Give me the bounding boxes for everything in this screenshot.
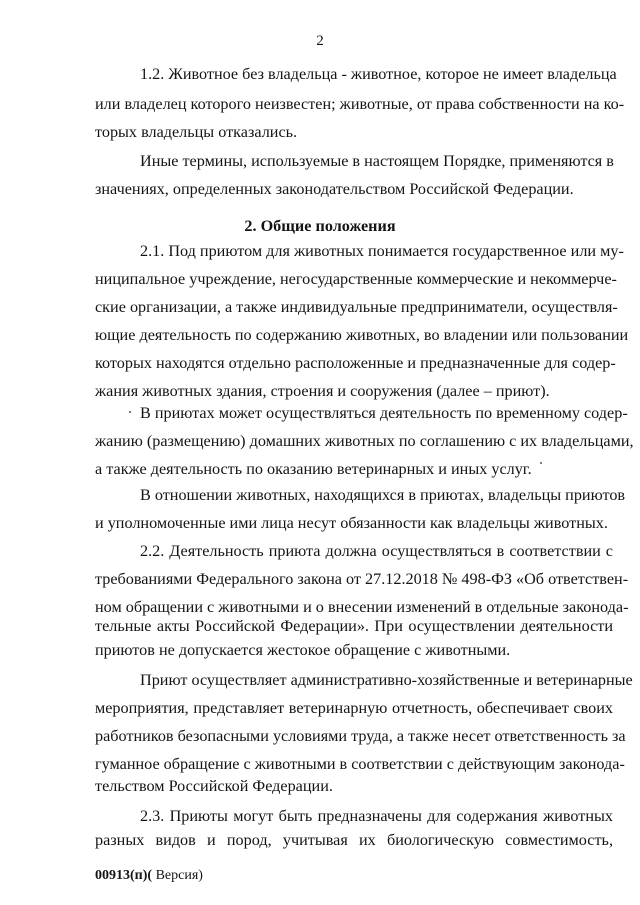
section-heading: 2. Общие положения — [244, 217, 396, 235]
paragraph-line: приютов не допускается жестокое обращение с животными. — [95, 641, 511, 659]
paragraph-line: значениях, определенных законодательством Российской Федерации. — [95, 180, 574, 198]
paragraph-line: разных видов и пород, учитывая их биологическую совместимость, — [95, 831, 613, 849]
paragraph-line: ниципальное учреждение, негосударственные коммерческие и некоммерче- — [95, 270, 617, 288]
document-version: Версия) — [152, 868, 203, 883]
paragraph-line: а также деятельность по оказанию ветеринарных и иных услуг. — [95, 460, 532, 478]
paragraph-line: или владелец которого неизвестен; животные, от права собственности на ко- — [95, 95, 625, 113]
paragraph-line: которых находятся отдельно расположенные и предназначенные для содер- — [95, 354, 616, 372]
paragraph-line: торых владельцы отказались. — [95, 123, 298, 141]
paragraph-line: Приют осуществляет административно-хозяйственные и ветеринарные — [140, 671, 633, 689]
paragraph-line: требованиями Федерального закона от 27.12.2018 № 498-ФЗ «Об ответствен- — [95, 570, 629, 588]
paragraph-line: мероприятия, представляет ветеринарную отчетность, обеспечивает своих — [95, 699, 613, 717]
scan-speck — [129, 411, 131, 413]
paragraph-line: Иные термины, используемые в настоящем Порядке, применяются в — [140, 152, 614, 170]
paragraph-line: жания животных здания, строения и сооружения (далее – приют). — [95, 382, 550, 400]
paragraph-line: тельством Российской Федерации. — [95, 777, 333, 795]
paragraph-line: 2.1. Под приютом для животных понимается государственное или му- — [140, 242, 624, 260]
paragraph-line: 2.2. Деятельность приюта должна осуществляться в соответствии с — [140, 542, 613, 560]
paragraph-line: гуманное обращение с животными в соответствии с действующим законода- — [95, 755, 625, 773]
document-footer — [95, 868, 203, 884]
page-number: 2 — [316, 33, 324, 49]
paragraph-line: жанию (размещению) домашних животных по соглашению с их владельцами, — [95, 432, 634, 450]
document-code: 00913(п)( — [95, 868, 153, 883]
paragraph-line: работников безопасными условиями труда, а также несет ответственность за — [95, 727, 626, 745]
paragraph-line: и уполномоченные ими лица несут обязанности как владельцы животных. — [95, 514, 608, 532]
scan-speck — [540, 462, 542, 464]
paragraph-line: ном обращении с животными и о внесении изменений в отдельные законода- — [95, 598, 629, 616]
paragraph-line: ющие деятельность по содержанию животных, во владении или пользовании — [95, 326, 629, 344]
paragraph-line: тельные акты Российской Федерации». При осуществлении деятельности — [95, 617, 613, 635]
paragraph-line: ские организации, а также индивидуальные предприниматели, осуществля- — [95, 298, 618, 316]
paragraph-line: 1.2. Животное без владельца - животное, которое не имеет владельца — [140, 65, 617, 83]
paragraph-line: В отношении животных, находящихся в приютах, владельцы приютов — [140, 486, 626, 504]
paragraph-line: В приютах может осуществляться деятельность по временному содер- — [140, 404, 628, 422]
paragraph-line: 2.3. Приюты могут быть предназначены для содержания животных — [140, 807, 613, 825]
